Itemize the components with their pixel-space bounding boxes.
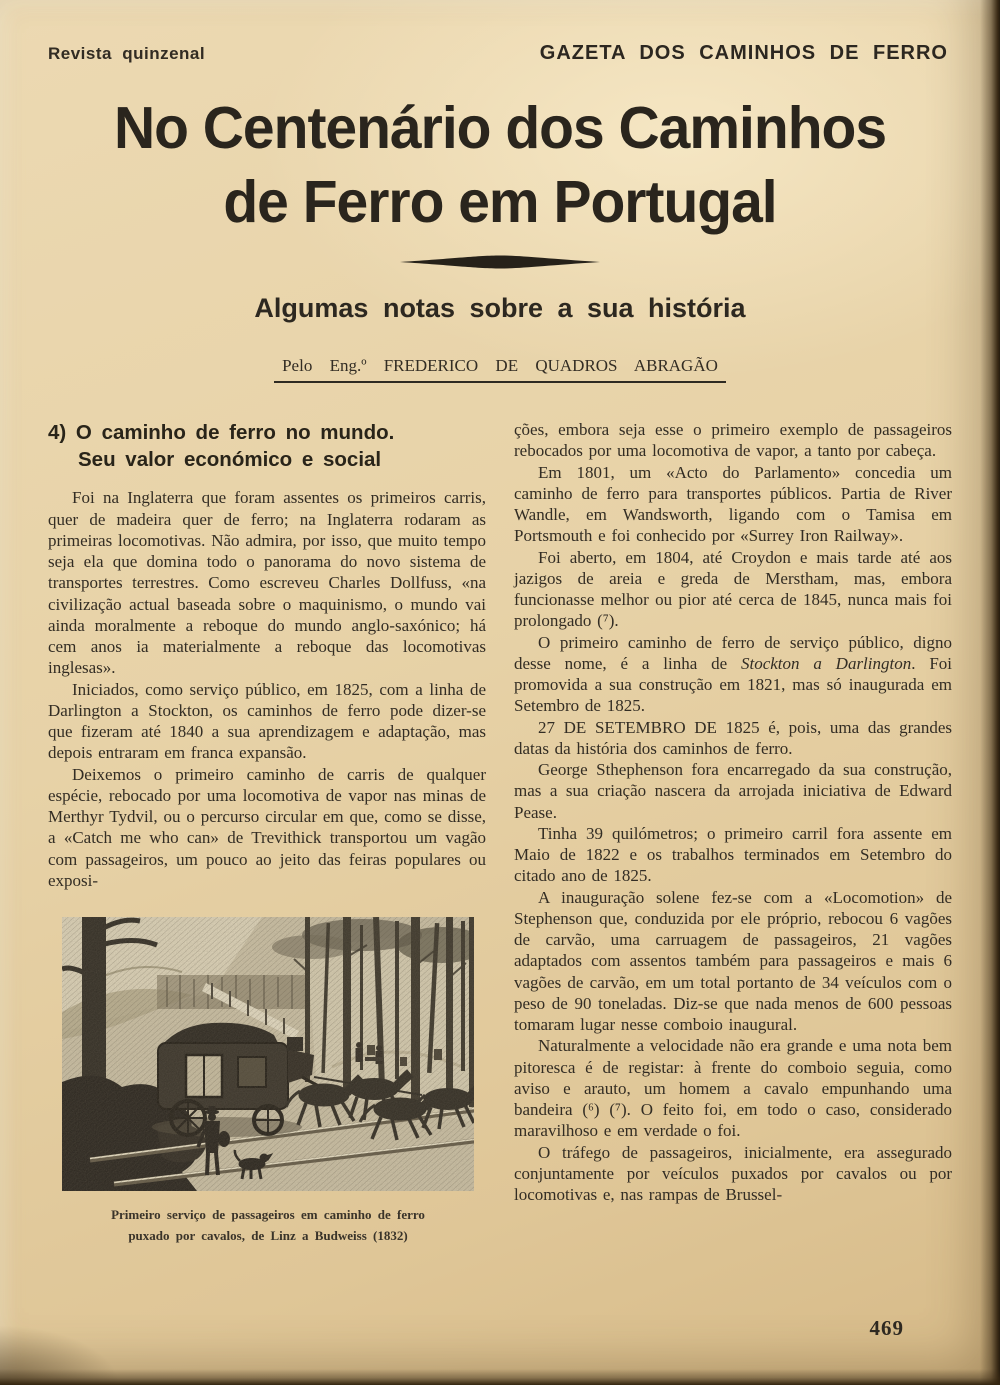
article-body xyxy=(0,419,1000,1246)
byline: Pelo Eng.º FREDERICO DE QUADROS ABRAGÃO xyxy=(274,356,726,383)
paragraph: A inauguração solene fez-se com a «Locomotion» de Stephenson que, conduzida por ele próprio, rebocou 6 vagões de carvão, uma carruagem de passageiros, 21 vagões adaptados com assentos também para passageiros e mais 6 vagões de carvão, em um total portanto de 34 veículos com o peso de 90 toneladas. Diz-se que nada menos de 600 pessoas tomaram lugar nesse comboio inaugural. xyxy=(514,887,952,1035)
paragraph: Iniciados, como serviço público, em 1825, com a linha de Darlington a Stockton, os caminhos de ferro pode dizer-se que fizeram até 1840 a sua aprendizagem e adaptação, mas depois entraram em franca expansão. xyxy=(48,679,486,763)
article-title-line2: de Ferro em Portugal xyxy=(223,168,777,236)
section-heading-line2: Seu valor económico e social xyxy=(78,448,382,472)
paragraph: Em 1801, um «Acto do Parlamento» concedia um caminho de ferro para transportes públicos. Partia de River Wandle, em Wandsworth, ligando com o Tamisa em Portsmouth e foi conhecido por «Surrey Iron Railway». xyxy=(514,462,952,546)
paragraph: George Sthephenson fora encarregado da sua construção, mas a sua criação nascera da arrojada iniciativa de Edward Pease. xyxy=(514,760,952,822)
left-column-paragraphs xyxy=(48,487,486,891)
figure-caption xyxy=(62,1205,474,1247)
figure-caption-line1: Primeiro serviço de passageiros em caminho de ferro xyxy=(111,1207,425,1223)
page-edge-bottom xyxy=(0,1369,1000,1385)
article-title xyxy=(0,91,1000,239)
left-column xyxy=(48,419,486,1246)
magazine-title: GAZETA DOS CAMINHOS DE FERRO xyxy=(539,42,948,64)
paragraph: 27 DE SETEMBRO DE 1825 é, pois, uma das grandes datas da história dos caminhos de ferro. xyxy=(514,717,952,758)
right-column-paragraphs xyxy=(514,419,952,1205)
article-title-line1: No Centenário dos Caminhos xyxy=(113,94,887,162)
title-divider-ornament-icon xyxy=(400,255,600,269)
paragraph: ções, embora seja esse o primeiro exemplo de passageiros rebocados por uma locomotiva de vapor, a tanto por cabeça. xyxy=(514,420,952,461)
paragraph: O tráfego de passageiros, inicialmente, era assegurado conjuntamente por veículos puxados por cavalos ou por locomotivas e, nas rampas de Brussel- xyxy=(514,1142,952,1205)
paragraph: Foi na Inglaterra que foram assentes os primeiros carris, quer de madeira quer de ferro; na Inglaterra rodaram as primeiras locomotivas. Não admira, por isso, que muito tempo seja ela que domina todo o panorama do novo sistema de transportes terrestres. Como escreveu Charles Dollfuss, «na civilização actual baseada sobre o maquinismo, o mundo vai ainda moralmente a reboque do mundo anglo-saxónico; há cem anos ia materialmente a reboque das locomotivas inglesas». xyxy=(48,488,486,678)
horse-drawn-railway-engraving-image xyxy=(62,917,474,1191)
paragraph: Naturalmente a velocidade não era grande e uma nota bem pitoresca é de registar: à frente do comboio seguia, como aviso e arauto, um homem a cavalo empunhando uma bandeira (⁶) (⁷). O feito foi, em todo o caso, considerado maravilhoso e em verdade o foi. xyxy=(514,1036,952,1141)
byline-wrap xyxy=(0,356,1000,383)
page-number: 469 xyxy=(869,1316,904,1340)
article-subtitle: Algumas notas sobre a sua história xyxy=(254,293,746,324)
page-edge-right xyxy=(980,0,1000,1385)
section-heading-line1: 4) O caminho de ferro no mundo. xyxy=(48,421,395,445)
page-header xyxy=(0,0,1000,65)
paragraph: Deixemos o primeiro caminho de carris de qualquer espécie, rebocado por uma locomotiva de vapor nas minas de Merthyr Tydvil, ou o percurso circular em que, como se disse, a «Catch me who can» de Trevithick transportou um vagão com passageiros, um pouco ao jeito das feiras populares ou exposi- xyxy=(48,764,486,890)
section-heading xyxy=(48,419,486,473)
figure-caption-line2: puxado por cavalos, de Linz a Budweiss (1832) xyxy=(128,1227,408,1243)
figure xyxy=(62,917,474,1247)
paragraph: Tinha 39 quilómetros; o primeiro carril fora assente em Maio de 1822 e os trabalhos terminados em Setembro do citado ano de 1825. xyxy=(514,823,952,886)
right-column xyxy=(514,419,952,1246)
magazine-type-label: Revista quinzenal xyxy=(48,44,206,63)
paragraph: O primeiro caminho de ferro de serviço público, digno desse nome, é a linha de Stockton a Darlington. Foi promovida a sua construção em 1821, mas só inaugurada em Setembro de 1825. xyxy=(514,632,952,716)
paragraph: Foi aberto, em 1804, até Croydon e mais tarde até aos jazigos de areia e greda de Merstham, mas, embora funcionasse melhor ou pior até cerca de 1845, nunca mais foi prolongado (⁷). xyxy=(514,547,952,631)
